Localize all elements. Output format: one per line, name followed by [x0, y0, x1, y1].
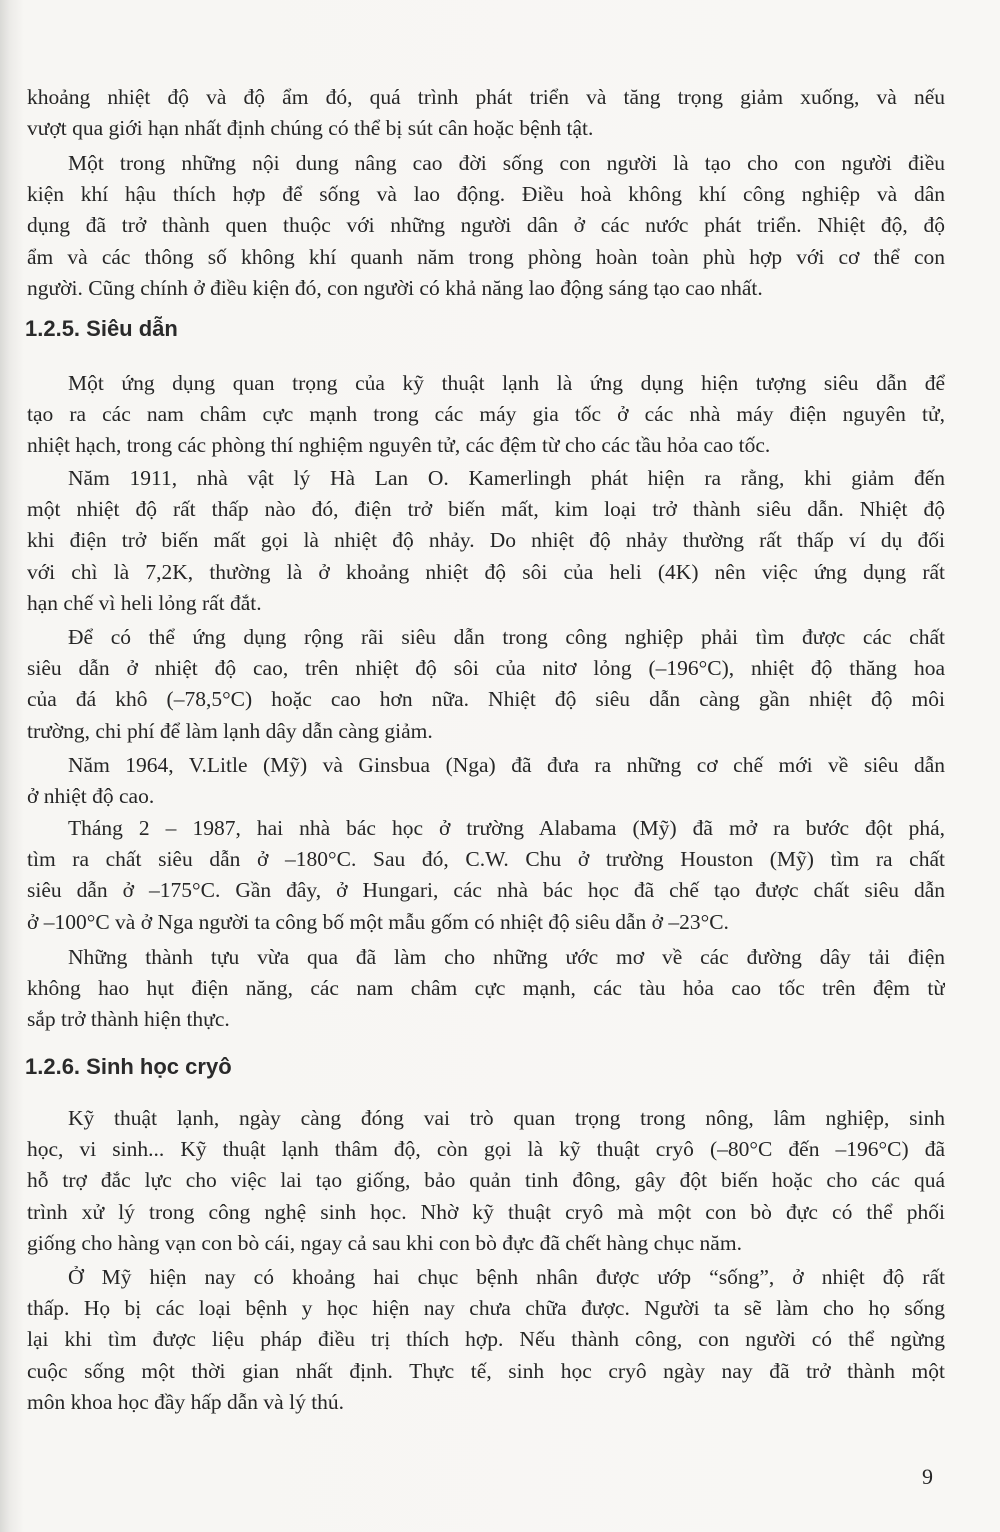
text-line: Một trong những nội dung nâng cao đời sống con người là tạo cho con người điều — [68, 151, 945, 175]
text-line: học, vi sinh... Kỹ thuật lạnh thâm độ, còn gọi là kỹ thuật cryô (–80°C đến –196°C) đã — [27, 1137, 945, 1162]
paragraph — [27, 622, 945, 747]
paragraph — [27, 750, 945, 812]
text-line: ẩm và các thông số không khí quanh năm trong phòng hoàn toàn phù hợp với cơ thể con — [27, 244, 945, 269]
text-line: trình xử lý trong công nghệ sinh học. Nhờ kỹ thuật cryô mà một con bò đực có thể phối — [27, 1199, 945, 1224]
text-line: dụng đã trở thành quen thuộc với những người dân ở các nước phát triển. Nhiệt độ, độ — [27, 213, 945, 238]
text-line: không hao hụt điện năng, các nam châm cực mạnh, các tàu hỏa cao tốc trên đệm từ — [27, 976, 945, 1001]
text-line: tạo ra các nam châm cực mạnh trong các máy gia tốc ở các nhà máy điện nguyên tử, — [27, 402, 945, 427]
paragraph — [27, 463, 945, 619]
text-line: vượt qua giới hạn nhất định chúng có thể bị sút cân hoặc bệnh tật. — [27, 116, 594, 141]
text-line: Ở Mỹ hiện nay có khoảng hai chục bệnh nhân được ướp “sống”, ở nhiệt độ rất — [68, 1265, 945, 1289]
text-line: Năm 1911, nhà vật lý Hà Lan O. Kamerlingh phát hiện ra rằng, khi giảm đến — [68, 466, 945, 490]
text-line: người. Cũng chính ở điều kiện đó, con người có khả năng lao động sáng tạo cao nhất. — [27, 275, 763, 300]
section-heading: 1.2.6. Sinh học cryô — [25, 1054, 232, 1079]
text-line: ở –100°C và ở Nga người ta công bố một mẫu gốm có nhiệt độ siêu dẫn ở –23°C. — [27, 909, 729, 934]
text-line: Năm 1964, V.Litle (Mỹ) và Ginsbua (Nga) đã đưa ra những cơ chế mới về siêu dẫn — [68, 753, 945, 777]
text-line: thấp. Họ bị các loại bệnh y học hiện nay chưa chữa được. Người ta sẽ làm cho họ sống — [27, 1296, 945, 1321]
section-heading: 1.2.5. Siêu dẫn — [25, 316, 178, 341]
text-line: Để có thể ứng dụng rộng rãi siêu dẫn trong công nghiệp phải tìm được các chất — [68, 625, 945, 649]
paragraph — [27, 368, 945, 462]
paragraph — [27, 82, 945, 144]
text-line: ở nhiệt độ cao. — [27, 784, 155, 809]
text-line: nhiệt hạch, trong các phòng thí nghiệm nguyên tử, các đệm từ cho các tầu hỏa cao tốc. — [27, 433, 771, 458]
text-line: khoảng nhiệt độ và độ ẩm đó, quá trình phát triển và tăng trọng giảm xuống, và nếu — [27, 85, 945, 109]
paragraph — [27, 148, 945, 304]
paragraph — [27, 942, 945, 1036]
text-line: cuộc sống một thời gian nhất định. Thực tế, sinh học cryô ngày nay đã trở thành một — [27, 1358, 945, 1383]
text-line: giống cho hàng vạn con bò cái, ngay cả sau khi con bò đực đã chết hàng chục năm. — [27, 1230, 742, 1255]
text-line: kiện khí hậu thích hợp để sống và lao động. Điều hoà không khí công nghiệp và dân — [27, 182, 945, 207]
text-line: trường, chi phí để làm lạnh dây dẫn càng giảm. — [27, 718, 433, 743]
page-number: 9 — [922, 1464, 933, 1489]
text-line: Tháng 2 – 1987, hai nhà bác học ở trường Alabama (Mỹ) đã mở ra bước đột phá, — [68, 816, 945, 840]
text-line: môn khoa học đầy hấp dẫn và lý thú. — [27, 1389, 345, 1414]
text-line: Kỹ thuật lạnh, ngày càng đóng vai trò quan trọng trong nông, lâm nghiệp, sinh — [68, 1106, 945, 1130]
text-line: siêu dẫn ở –175°C. Gần đây, ở Hungari, các nhà bác học đã chế tạo được chất siêu dẫn — [27, 878, 945, 903]
text-line: của đá khô (–78,5°C) hoặc cao hơn nữa. Nhiệt độ siêu dẫn càng gần nhiệt độ môi — [27, 687, 945, 712]
text-line: lại khi tìm được liệu pháp điều trị thích hợp. Nếu thành công, con người có thể ngừng — [27, 1327, 945, 1352]
text-line: tìm ra chất siêu dẫn ở –180°C. Sau đó, C.W. Chu ở trường Houston (Mỹ) tìm ra chất — [27, 847, 945, 872]
paragraph — [27, 1262, 945, 1418]
text-line: một nhiệt độ rất thấp nào đó, điện trở biến mất, kim loại trở thành siêu dẫn. Nhiệt độ — [27, 497, 945, 522]
text-line: khi điện trở biến mất gọi là nhiệt độ nhảy. Do nhiệt độ nhảy thường rất thấp ví dụ đối — [27, 528, 945, 553]
text-line: Một ứng dụng quan trọng của kỹ thuật lạnh là ứng dụng hiện tượng siêu dẫn để — [68, 371, 945, 395]
text-line: hạn chế vì heli lỏng rất đắt. — [27, 590, 262, 615]
text-line: siêu dẫn ở nhiệt độ cao, trên nhiệt độ sôi của nitơ lỏng (–196°C), nhiệt độ thăng hoa — [27, 656, 945, 681]
text-line: sắp trở thành hiện thực. — [27, 1007, 230, 1032]
text-line: Những thành tựu vừa qua đã làm cho những ước mơ về các đường dây tải điện — [68, 945, 945, 969]
text-line: với chì là 7,2K, thường là ở khoảng nhiệt độ sôi của heli (4K) nên việc ứng dụng rất — [27, 559, 945, 584]
text-line: hỗ trợ đắc lực cho việc lai tạo giống, bảo quản tinh đông, gây đột biến hoặc cho các quá — [27, 1168, 945, 1193]
paragraph — [27, 813, 945, 938]
paragraph — [27, 1103, 945, 1259]
